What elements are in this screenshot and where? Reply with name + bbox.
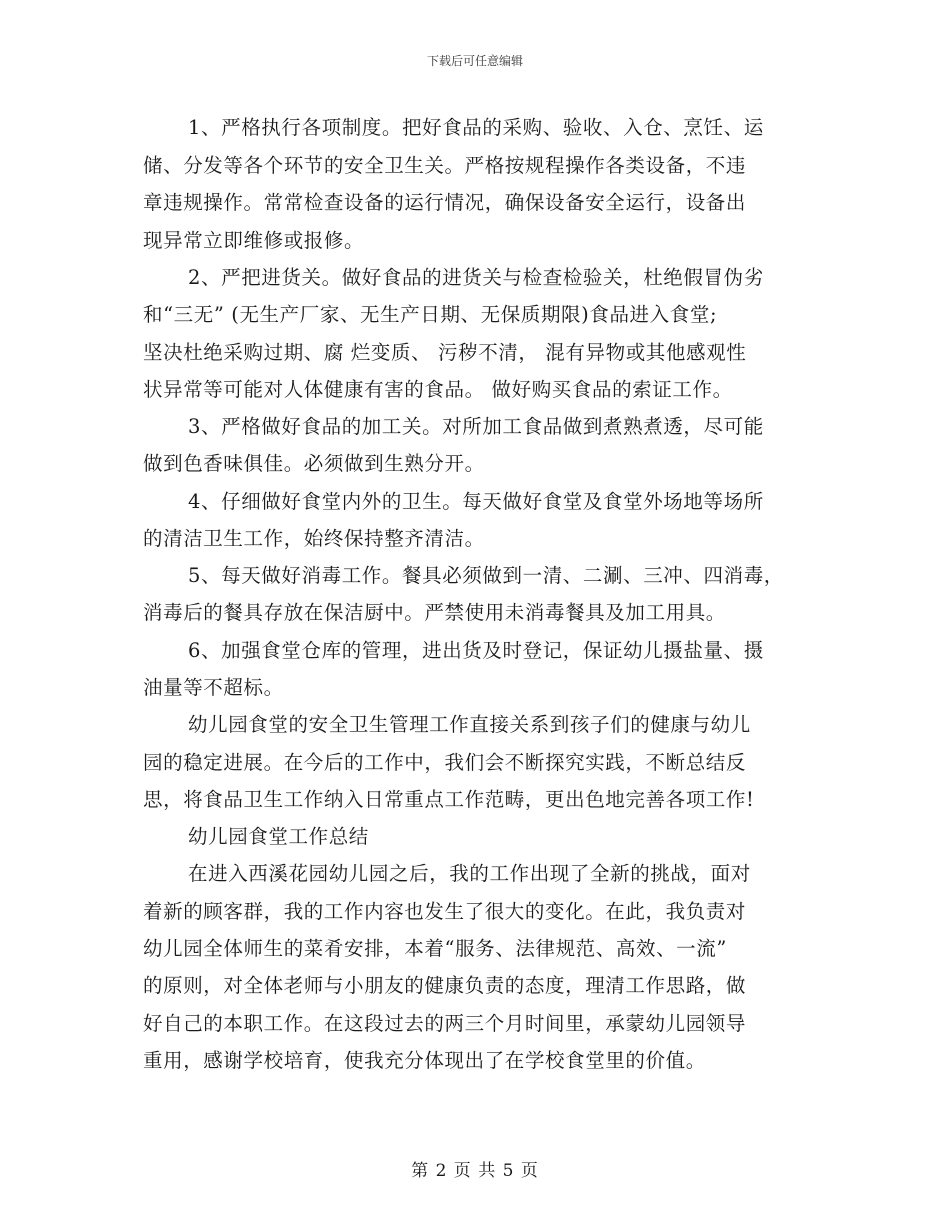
body-line: 4、仔细做好食堂内外的卫生。每天做好食堂及食堂外场地等场所 [188, 490, 764, 513]
body-line: 幼儿园食堂的安全卫生管理工作直接关系到孩子们的健康与幼儿 [188, 713, 751, 736]
body-line: 油量等不超标。 [143, 676, 284, 699]
body-line: 2、严把进货关。做好食品的进货关与检查检验关，杜绝假冒伪劣 [188, 266, 764, 289]
body-line: 消毒后的餐具存放在保洁厨中。严禁使用未消毒餐具及加工用具。 [143, 601, 726, 624]
page-header-note: 下载后可任意编辑 [426, 54, 523, 68]
body-line: 现异常立即维修或报修。 [143, 229, 365, 252]
body-line: 和“三无” (无生产厂家、无生产日期、无保质期限)食品进入食堂; [143, 303, 718, 326]
body-line: 重用，感谢学校培育，使我充分体现出了在学校食堂里的价值。 [143, 1049, 706, 1072]
body-line: 在进入西溪花园幼儿园之后，我的工作出现了全新的挑战，面对 [188, 862, 751, 885]
body-line: 幼儿园全体师生的菜肴安排，本着“服务、法律规范、高效、一流” [143, 937, 727, 960]
page-number-footer: 第 2 页 共 5 页 [411, 1161, 539, 1181]
body-line: 的清洁卫生工作，始终保持整齐清洁。 [143, 527, 485, 550]
body-line: 5、每天做好消毒工作。餐具必须做到一清、二涮、三冲、四消毒， [188, 564, 784, 587]
body-line: 好自己的本职工作。在这段过去的两三个月时间里，承蒙幼儿园领导 [143, 1012, 747, 1035]
body-line: 1、严格执行各项制度。把好食品的采购、验收、入仓、烹饪、运 [188, 116, 764, 139]
section-heading: 幼儿园食堂工作总结 [188, 825, 369, 848]
body-line: 章违规操作。常常检查设备的运行情况，确保设备安全运行，设备出 [143, 191, 747, 214]
body-line: 储、分发等各个环节的安全卫生关。严格按规程操作各类设备，不违 [143, 154, 747, 177]
body-line: 着新的顾客群，我的工作内容也发生了很大的变化。在此，我负责对 [143, 900, 747, 923]
body-line: 状异常等可能对人体健康有害的食品。 做好购买食品的索证工作。 [143, 378, 733, 401]
body-line: 的原则，对全体老师与小朋友的健康负责的态度，理清工作思路，做 [143, 974, 747, 997]
body-line: 做到色香味俱佳。必须做到生熟分开。 [143, 452, 485, 475]
body-line: 坚决杜绝采购过期、腐 烂变质、 污秽不清， 混有异物或其他感观性 [143, 341, 747, 364]
body-line: 思，将食品卫生工作纳入日常重点工作范畴，更出色地完善各项工作! [143, 788, 755, 811]
body-line: 6、加强食堂仓库的管理，进出货及时登记，保证幼儿摄盐量、摄 [188, 639, 764, 662]
body-line: 园的稳定进展。在今后的工作中，我们会不断探究实践，不断总结反 [143, 751, 747, 774]
body-line: 3、严格做好食品的加工关。对所加工食品做到煮熟煮透，尽可能 [188, 415, 764, 438]
